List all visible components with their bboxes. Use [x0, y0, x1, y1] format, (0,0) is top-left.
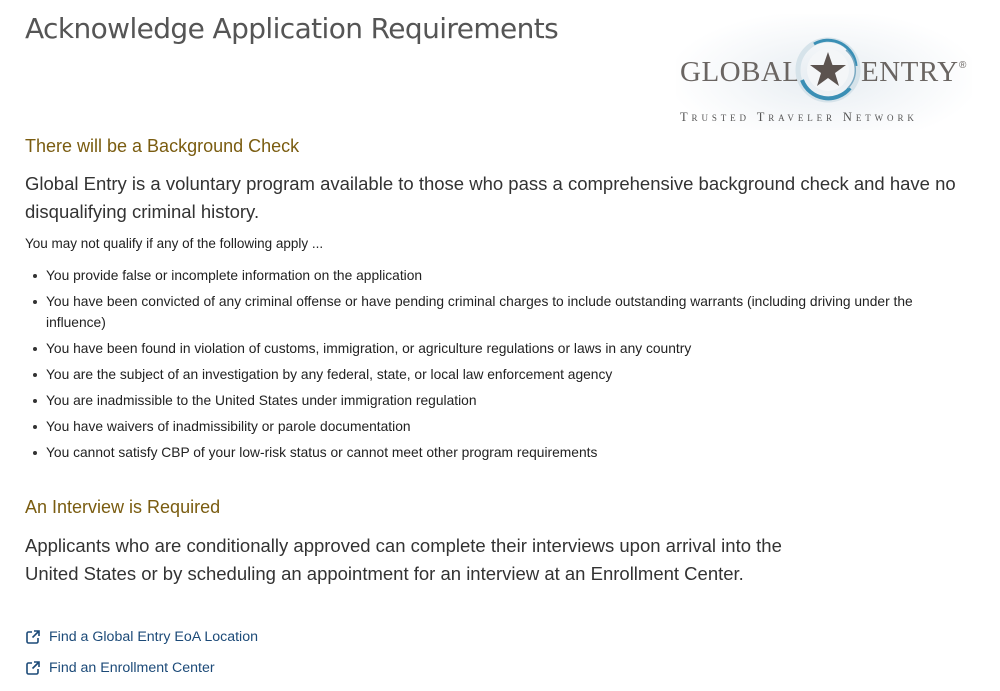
background-check-heading: There will be a Background Check [25, 136, 300, 156]
find-eoa-location-link[interactable] [25, 627, 258, 647]
list-item: You have been convicted of any criminal offense or have pending criminal charges to include outstanding warrants (including driving under the influence) [25, 291, 975, 333]
list-item: You have waivers of inadmissibility or parole documentation [25, 416, 975, 437]
list-item: You provide false or incomplete information on the application [25, 265, 975, 286]
find-enrollment-center-link[interactable] [25, 658, 258, 678]
star-emblem-icon [794, 36, 862, 104]
link-label: Find a Global Entry EoA Location [49, 629, 258, 645]
interview-heading: An Interview is Required [25, 497, 221, 517]
logo-tagline: Trusted Traveler Network [680, 110, 918, 124]
list-item: You have been found in violation of customs, immigration, or agriculture regulations or laws in any country [25, 338, 975, 359]
page-title: Acknowledge Application Requirements [25, 12, 559, 45]
global-entry-logo [676, 14, 972, 130]
external-link-icon [25, 660, 41, 676]
list-item: You are inadmissible to the United States under immigration regulation [25, 390, 975, 411]
interview-lead: Applicants who are conditionally approved can complete their interviews upon arrival into the United States or by scheduling an appointment for an interview at an Enrollment Center. [25, 535, 782, 584]
link-label: Find an Enrollment Center [49, 660, 215, 676]
resource-links [25, 627, 258, 689]
disqualification-note: You may not qualify if any of the following apply ... [25, 236, 324, 251]
background-check-lead: Global Entry is a voluntary program available to those who pass a comprehensive background check and have no disqualifying criminal history. [25, 173, 956, 222]
list-item: You cannot satisfy CBP of your low-risk status or cannot meet other program requirements [25, 442, 975, 463]
registered-mark: ® [959, 60, 967, 71]
external-link-icon [25, 629, 41, 645]
logo-word-global: GLOBAL [680, 56, 801, 88]
logo-word-entry: ENTRY [861, 56, 959, 88]
disqualification-list [25, 265, 975, 468]
list-item: You are the subject of an investigation by any federal, state, or local law enforcement agency [25, 364, 975, 385]
